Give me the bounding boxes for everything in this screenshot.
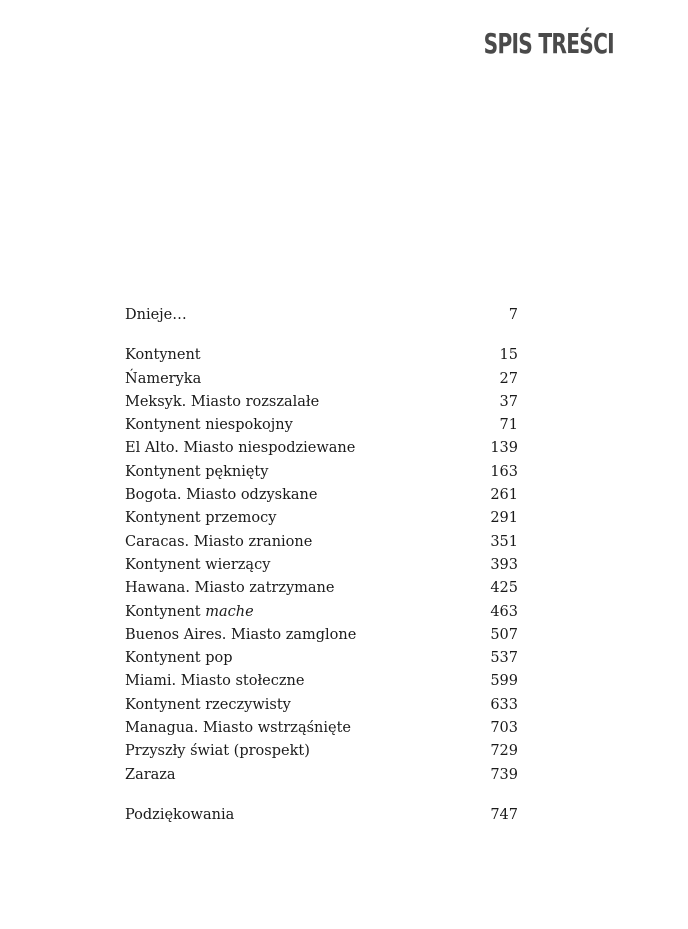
toc-entry-title (125, 601, 254, 624)
toc-entry (125, 764, 518, 787)
toc-entry (125, 717, 518, 740)
toc-entry-page-number: 425 (490, 580, 518, 597)
toc-entry-title (125, 804, 234, 827)
toc-group-main (125, 344, 518, 787)
toc-entry (125, 437, 518, 460)
toc-entry-title-text: Kontynent niespokojny (125, 417, 293, 434)
toc-entry (125, 484, 518, 507)
toc-entry (125, 577, 518, 600)
toc-entry-title (125, 304, 187, 327)
toc-entry-title (125, 461, 268, 484)
toc-entry-page-number: 739 (490, 766, 518, 783)
toc-entry-title-text: Buenos Aires. Miasto zamglone (125, 626, 357, 643)
toc-entry-title (125, 531, 312, 554)
toc-entry-title-italic: mache (205, 603, 254, 620)
toc-entry-title (125, 694, 291, 717)
toc-entry (125, 694, 518, 717)
toc-entry-page-number: 599 (490, 673, 518, 690)
toc-entry-title-text: Zaraza (125, 766, 176, 783)
toc-entry-title (125, 624, 356, 647)
toc-entry-title-text: Przyszły świat (prospekt) (125, 743, 310, 760)
toc-entry-page-number: 633 (490, 696, 518, 713)
toc-entry-page-number: 37 (499, 393, 518, 410)
toc-entry-page-number: 703 (490, 720, 518, 737)
toc-entry (125, 344, 518, 367)
toc-entry-title (125, 391, 319, 414)
toc-entry-page-number: 163 (490, 463, 518, 480)
toc-entry-page-number: 507 (490, 626, 518, 643)
toc-entry (125, 804, 518, 827)
toc-entry-page-number: 291 (490, 510, 518, 527)
toc-entry (125, 507, 518, 530)
toc-entry-title-text: Hawana. Miasto zatrzymane (125, 580, 335, 597)
toc-group-intro (125, 304, 518, 327)
toc-entry-title (125, 764, 176, 787)
toc-entry-title-text: Kontynent przemocy (125, 510, 277, 527)
toc-entry-title-text: Kontynent rzeczywisty (125, 696, 291, 713)
toc-entry (125, 414, 518, 437)
toc-entry-title (125, 740, 310, 763)
toc-entry-title-text: Kontynent pop (125, 650, 233, 667)
toc-entry-title (125, 344, 201, 367)
toc-entry-title-text: Caracas. Miasto zranione (125, 533, 313, 550)
toc-entry-title (125, 554, 270, 577)
toc-entry-title (125, 507, 276, 530)
toc-entry-page-number: 261 (490, 487, 518, 504)
toc-entry-page-number: 463 (490, 603, 518, 620)
toc-entry (125, 670, 518, 693)
toc-entry (125, 624, 518, 647)
toc-entry-title-text: Podziękowania (125, 806, 235, 823)
toc-entry-title (125, 670, 304, 693)
toc-entry (125, 647, 518, 670)
toc-group-outro (125, 804, 518, 827)
toc-entry-title-text: Miami. Miasto stołeczne (125, 673, 305, 690)
toc-entry-title-text: Dnieje… (125, 307, 187, 323)
toc-entry-title (125, 647, 233, 670)
toc-entry-title-text: Kontynent (125, 603, 206, 620)
toc-entry-title (125, 414, 293, 437)
toc-entry (125, 740, 518, 763)
page-title: SPIS TREŚCI (483, 27, 614, 60)
toc-entry (125, 531, 518, 554)
toc-entry-page-number: 351 (490, 533, 518, 550)
toc-entry-title-text: Bogota. Miasto odzyskane (125, 487, 318, 504)
toc-entry-title (125, 484, 317, 507)
toc-entry-title-text: Meksyk. Miasto rozszalałe (125, 393, 320, 410)
toc-entry-page-number: 139 (490, 440, 518, 457)
toc-entry-page-number: 7 (508, 307, 518, 323)
toc-entry-title-text: Ńameryka (125, 370, 202, 387)
toc-entry (125, 601, 518, 624)
toc-entry (125, 554, 518, 577)
toc-entry (125, 368, 518, 391)
toc-entry (125, 304, 518, 327)
toc-entry-page-number: 393 (490, 556, 518, 573)
toc-entry-title-text: Kontynent (125, 347, 201, 364)
toc-entry-title-text: El Alto. Miasto niespodziewane (125, 440, 356, 457)
toc-entry-title (125, 717, 351, 740)
toc-entry-page-number: 15 (499, 347, 518, 364)
toc-entry (125, 461, 518, 484)
toc-entry-title (125, 577, 334, 600)
toc-entry-page-number: 747 (490, 806, 518, 823)
toc-entry-page-number: 537 (490, 650, 518, 667)
toc-entry-page-number: 27 (499, 370, 518, 387)
toc-entry-page-number: 729 (490, 743, 518, 760)
table-of-contents (125, 304, 518, 827)
toc-entry-title (125, 437, 355, 460)
toc-entry-title (125, 368, 201, 391)
toc-entry-title-text: Managua. Miasto wstrząśnięte (125, 720, 351, 737)
toc-entry-page-number: 71 (499, 417, 518, 434)
toc-entry-title-text: Kontynent pęknięty (125, 463, 269, 480)
toc-entry (125, 391, 518, 414)
toc-entry-title-text: Kontynent wierzący (125, 556, 271, 573)
